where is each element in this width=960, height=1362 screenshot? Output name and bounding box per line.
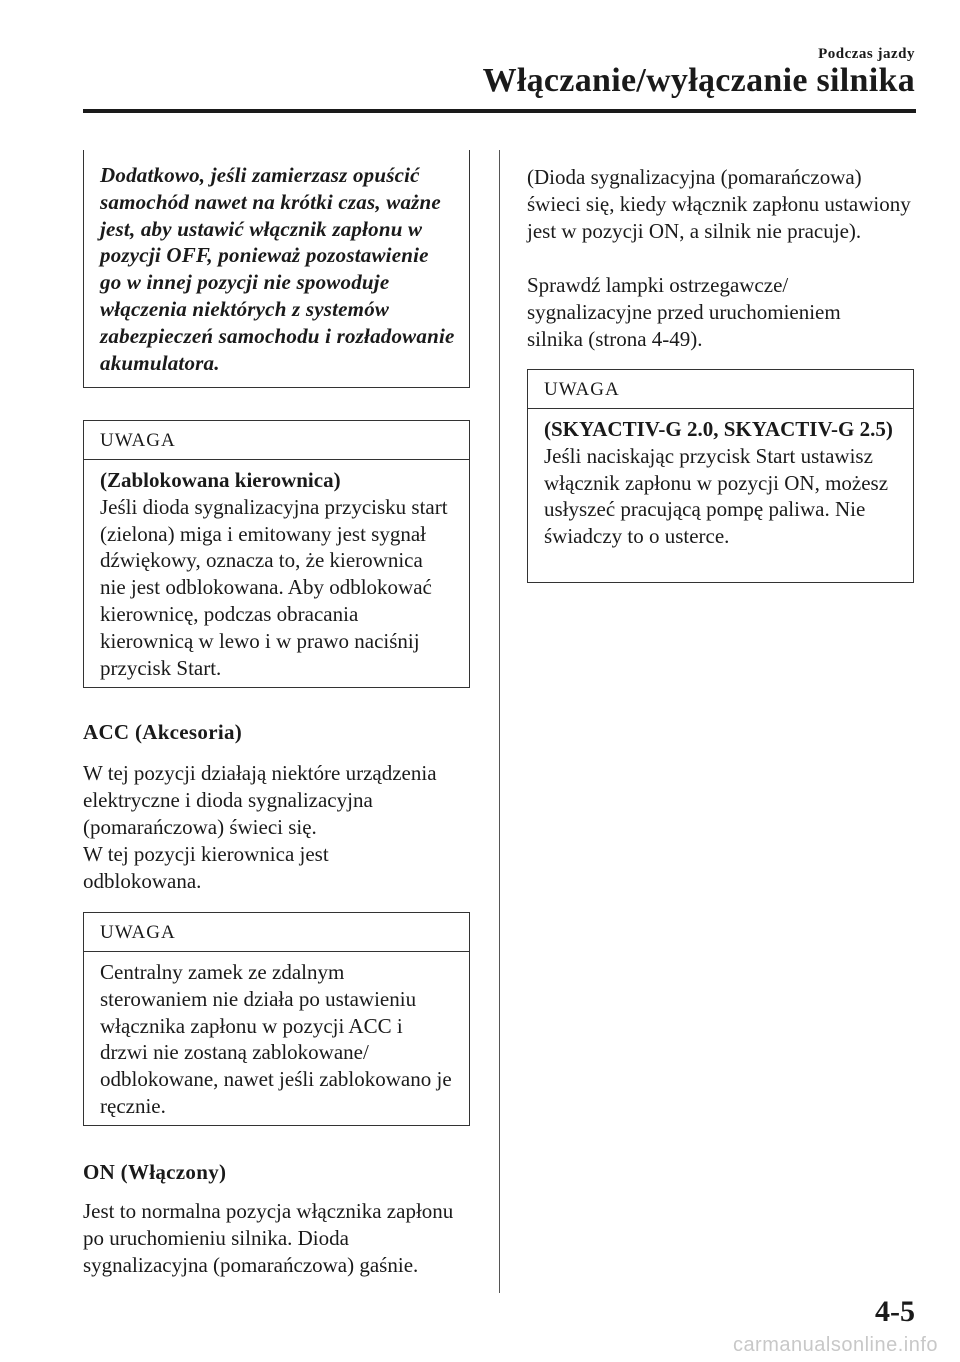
section-label: Podczas jazdy (818, 46, 915, 62)
right-paragraph-2: Sprawdź lampki ostrzegawcze/ sygnalizacyjne przed uruchomieniem silnika (strona 4-49). (527, 273, 841, 351)
note-body: Jeśli naciskając przycisk Start ustawisz włącznik zapłonu w pozycji ON, możesz usłyszeć pracującą pompę paliwa. Nie świadczy to o usterce. (544, 443, 889, 549)
warning-box (83, 150, 470, 388)
column-divider (499, 150, 500, 1293)
note-body: Jeśli dioda sygnalizacyjna przycisku start (zielona) miga i emitowany jest sygnał dźwiękowy, oznacza to, że kierownica nie jest odblokowana. Aby odblokować kierownicę, podczas obracania kierownicą w lewo i w prawo naciśnij przycisk Start. (100, 494, 448, 680)
acc-heading: ACC (Akcesoria) (83, 720, 243, 744)
note-heading: UWAGA (84, 421, 469, 460)
right-paragraph-1: (Dioda sygnalizacyjna (pomarańczowa) świeci się, kiedy włącznik zapłonu ustawiony jest w pozycji ON, a silnik nie pracuje). (527, 165, 911, 243)
page-title: Włączanie/wyłączanie silnika (482, 62, 915, 99)
acc-paragraph-2: W tej pozycji kierownica jest odblokowana. (83, 842, 329, 893)
page-number: 4-5 (875, 1295, 915, 1328)
on-paragraph: Jest to normalna pozycja włącznika zapłonu po uruchomieniu silnika. Dioda sygnalizacyjna (pomarańczowa) gaśnie. (83, 1199, 454, 1277)
watermark-text: carmanualsonline.info (732, 1334, 938, 1356)
warning-text: Dodatkowo, jeśli zamierzasz opuścić samochód nawet na krótki czas, ważne jest, aby ustawić włącznik zapłonu w pozycji OFF, ponieważ pozostawienie go w innej pozycji nie spowoduje włączenia niektórych z systemów zabezpieczeń samochodu i rozładowanie akumulatora. (100, 163, 455, 375)
acc-paragraph-1: W tej pozycji działają niektóre urządzenia elektryczne i dioda sygnalizacyjna (pomarańczowa) świeci się. (83, 761, 437, 839)
note-box-steering-lock (83, 420, 470, 688)
note-body: Centralny zamek ze zdalnym sterowaniem nie działa po ustawieniu włącznika zapłonu w pozycji ACC i drzwi nie zostaną zablokowane/ odblokowane, nawet jeśli zablokowano je ręcznie. (100, 960, 452, 1118)
header-rule (83, 109, 916, 113)
note-heading: UWAGA (528, 370, 913, 409)
note-subheading: (SKYACTIV-G 2.0, SKYACTIV-G 2.5) (544, 417, 893, 441)
note-heading: UWAGA (84, 913, 469, 952)
note-box-fuel-pump (527, 369, 914, 583)
note-subheading: (Zablokowana kierownica) (100, 468, 341, 492)
note-box-central-lock (83, 912, 470, 1126)
on-heading: ON (Włączony) (83, 1160, 227, 1184)
